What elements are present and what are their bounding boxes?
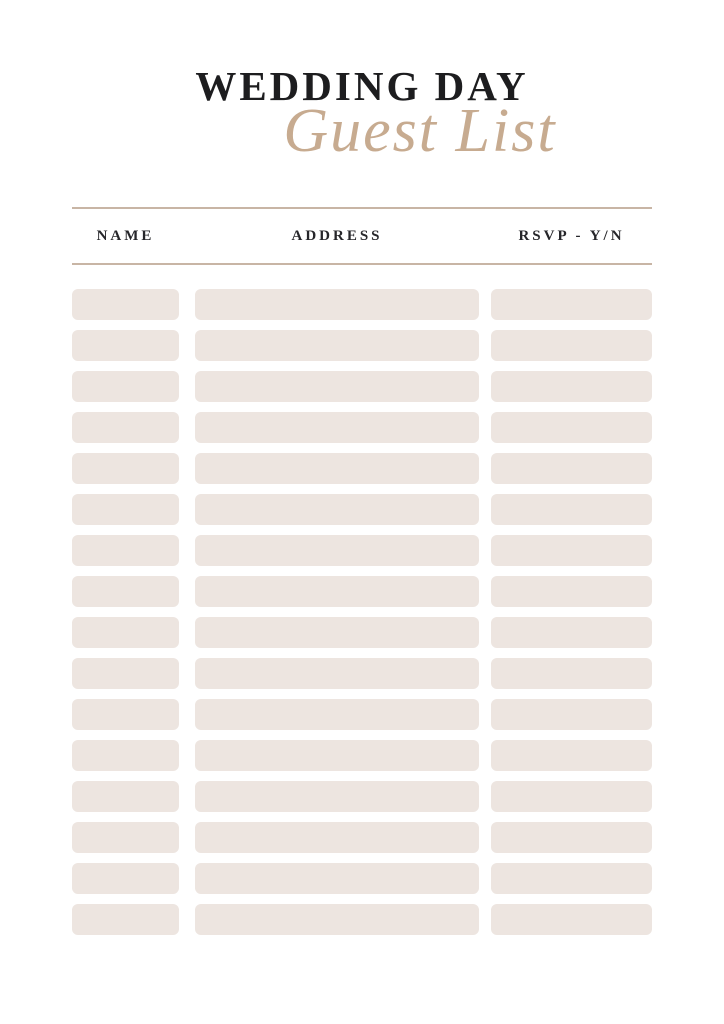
guest-row	[72, 289, 652, 320]
table-header-row	[72, 209, 652, 263]
address-field[interactable]	[195, 330, 479, 361]
name-field[interactable]	[72, 822, 179, 853]
address-field[interactable]	[195, 412, 479, 443]
address-field[interactable]	[195, 904, 479, 935]
column-header-name: NAME	[96, 227, 155, 244]
name-field[interactable]	[72, 617, 179, 648]
name-field[interactable]	[72, 699, 179, 730]
name-field[interactable]	[72, 289, 179, 320]
guest-row	[72, 453, 652, 484]
name-field[interactable]	[72, 781, 179, 812]
address-field[interactable]	[195, 863, 479, 894]
rsvp-field[interactable]	[491, 330, 652, 361]
guest-row	[72, 904, 652, 935]
guest-row	[72, 494, 652, 525]
name-field[interactable]	[72, 453, 179, 484]
name-field[interactable]	[72, 576, 179, 607]
rsvp-field[interactable]	[491, 617, 652, 648]
page-subtitle-script: Guest List	[283, 97, 557, 165]
address-field[interactable]	[195, 822, 479, 853]
guest-list-table	[72, 207, 652, 935]
guest-row	[72, 822, 652, 853]
rsvp-field[interactable]	[491, 822, 652, 853]
rsvp-field[interactable]	[491, 576, 652, 607]
guest-row	[72, 412, 652, 443]
rsvp-field[interactable]	[491, 699, 652, 730]
address-field[interactable]	[195, 494, 479, 525]
guest-rows	[72, 289, 652, 935]
column-header-rsvp: RSVP - Y/N	[518, 227, 625, 244]
address-field[interactable]	[195, 371, 479, 402]
guest-row	[72, 863, 652, 894]
guest-row	[72, 617, 652, 648]
rsvp-field[interactable]	[491, 412, 652, 443]
name-field[interactable]	[72, 330, 179, 361]
guest-row	[72, 699, 652, 730]
address-field[interactable]	[195, 576, 479, 607]
rsvp-field[interactable]	[491, 781, 652, 812]
name-field[interactable]	[72, 904, 179, 935]
address-field[interactable]	[195, 289, 479, 320]
address-field[interactable]	[195, 535, 479, 566]
rsvp-field[interactable]	[491, 289, 652, 320]
rsvp-field[interactable]	[491, 371, 652, 402]
name-field[interactable]	[72, 740, 179, 771]
name-field[interactable]	[72, 371, 179, 402]
address-field[interactable]	[195, 740, 479, 771]
address-field[interactable]	[195, 453, 479, 484]
name-field[interactable]	[72, 412, 179, 443]
name-field[interactable]	[72, 535, 179, 566]
column-header-address: ADDRESS	[291, 227, 383, 244]
guest-row	[72, 371, 652, 402]
address-field[interactable]	[195, 699, 479, 730]
rsvp-field[interactable]	[491, 904, 652, 935]
guest-row	[72, 740, 652, 771]
rsvp-field[interactable]	[491, 740, 652, 771]
name-field[interactable]	[72, 658, 179, 689]
page-header	[0, 0, 724, 207]
address-field[interactable]	[195, 781, 479, 812]
rsvp-field[interactable]	[491, 535, 652, 566]
guest-row	[72, 330, 652, 361]
name-field[interactable]	[72, 863, 179, 894]
rsvp-field[interactable]	[491, 863, 652, 894]
guest-row	[72, 576, 652, 607]
name-field[interactable]	[72, 494, 179, 525]
guest-row	[72, 781, 652, 812]
rsvp-field[interactable]	[491, 494, 652, 525]
page-title: WEDDING DAY	[195, 63, 529, 109]
address-field[interactable]	[195, 658, 479, 689]
header-rule-bottom	[72, 263, 652, 265]
guest-row	[72, 658, 652, 689]
rsvp-field[interactable]	[491, 658, 652, 689]
address-field[interactable]	[195, 617, 479, 648]
rsvp-field[interactable]	[491, 453, 652, 484]
guest-row	[72, 535, 652, 566]
